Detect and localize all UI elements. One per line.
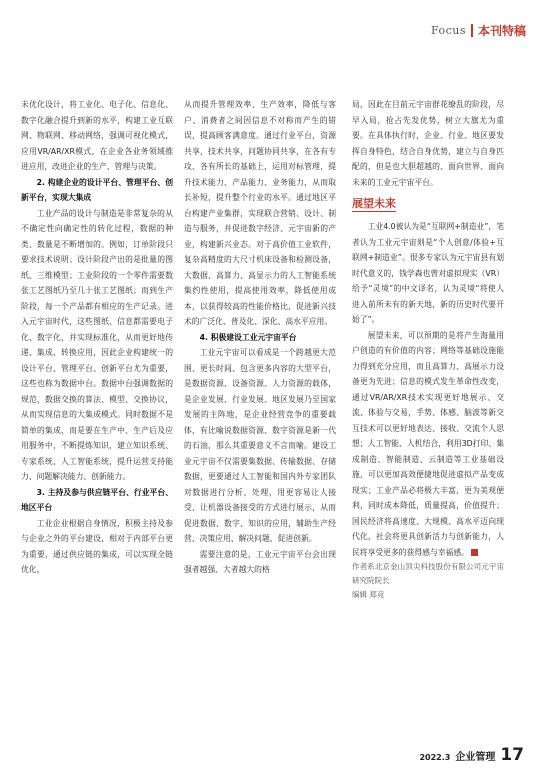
paragraph: 局，因此在目前元宇宙群花缭乱的阶段，尽早入局，抢占先发优势，树立大旗尤为重要。在具体执行时，企业、行业、地区要发挥自身特色，结合自身优势，建立与自身匹配的，但是也大胆超越的、面向世界、面向未来的工业元宇宙平台。 [352,100,504,187]
paragraph: 工业4.0被认为是“互联网+制造业”，笔者认为工业元宇宙则是“个人创意/体验+互联网+制造业”。很多专家认为元宇宙县有划时代意义的，钱学森也曾对虚拟现实（VR）给予“灵境”的中文译名，认为灵境“将使人进入前所未有的新天地，新的历史时代要开始了”。 [352,222,504,324]
page-header [431,22,526,39]
paragraph: 工业企业根据自身情况，积极主持及参与企业之外的平台建设，相对于内部平台更为重要，通过供应链的集成，可以实现全链优化， [21,518,173,574]
subheading: 3. 主持及参与供应链平台、行业平台、地区平台 [21,487,173,512]
author-credit: 作者系北京金山顶尖科技股份有限公司元宇宙研究院院长 [352,562,504,585]
magazine-name: 企业管理 [455,752,496,763]
end-of-article-square [471,549,478,556]
column-1 [21,97,173,578]
page-footer [419,745,524,765]
column-2 [184,97,336,578]
section-heading: 展望未来 [352,197,396,210]
issue-date: 2022.3 [419,753,451,762]
subheading: 2. 构建企业的设计平台、管理平台、创新平台，实现大集成 [21,177,173,202]
paragraph: 工业产品的设计与制造是非常复杂的从不确定性向确定性的转化过程，数据的种类、数量是不断增加的。例如，订单阶段只要求技术说明；设计阶段产出的是批量的图纸、三维模型；工业阶段的一个零件需要数张工艺图纸乃至几十张工艺图纸；而到生产阶段，每一个产品都有相应的生产记录。进入元宇宙时代，这些图纸、信息都需要电子化、数字化，并实现标准化，从而更好地传递、集成、转换应用，因此企业构建统一的设计平台、管理平台、创新平台尤为重要，这些也称为数据中台。数据中台强调数据的规范，数据交换的算法、模型、交换协议，从而实现信息的大集成模式。同时数据不是简单的集成，而是要在生产中、生产后及应用服务中，不断提炼知识，建立知识系统、专家系统、人工智能系统，提升运营支持能力、问题解决能力、创新能力。 [21,208,173,481]
subheading: 4. 积极建设工业元宇宙平台 [199,332,297,342]
page-number: 17 [500,745,524,765]
column-3 [352,97,504,602]
paragraph: 未优化设计，将工业化、电子化、信息化、数字化融合提升到新的水平，构建工业互联网、物联网、移动网络，强调可视化模式，应用VR/AR/XR模式，在企业各业务领域推进应用，改进企业的生产、管理与决策。 [21,100,173,171]
article-body [21,97,517,737]
paragraph: 工业元宇宙可以看成是一个跨越更大范围、更长时间、包含更多内容的大型平台，是数据资源、设备资源、人力资源的载体，是企业发展、行业发展、地区发展乃至国家发展的主阵地，是企业经营竞争的重要载体，有比喻说数据资源、数字资源是新一代的石油，那么其重要意义不言而喻。建设工业元宇宙不仅需要集数据、传输数据、存储数据，更要通过人工智能和国内外专家团队对数据进行分析、处理，用更容易让人接受、让机器设备接受的方式进行展示，从而促进数据、数字、知识的应用，辅助生产经营、决策应用、解决问题，促进创新。 [184,348,336,543]
header-divider [471,24,473,37]
focus-label: Focus [430,24,466,37]
section-tag: 本刊特稿 [477,24,526,38]
paragraph: 从而提升管理效率、生产效率，降低与客户、消费者之间因信息不对称而产生的错误，提高顾客满意度。通过行业平台，资源共享，技术共享，问题协同共享，在各有专攻、各有所长的基础上，运用对标管理，提升技术能力、产品能力、业务能力，从而取长补短，提升整个行业的水平。通过地区平台构建产业集群，实现联合营销、设计、制造与服务，并促进数字经济、元宇宙新的产业，构建新兴业态。对于高价值工业软件，复杂高精度的大尺寸机床设备和检测设备，大数据、高算力、高显示力的人工智能系统集约性使用，提高使用效率，降低使用成本，以获得较高的性能价格比，促进新兴技术的广泛化、普及化、深化、高水平应用。 [184,100,336,326]
paragraph [352,328,504,561]
editor-credit: 编辑 郑竞 [352,590,385,599]
paragraph-text: 展望未来，可以预期的是将产生海量用户创造的有价值的内容；网络等基础设施能力得到充分应用，而且高算力、高展示力设备更为先进；信息的模式发生革命性改变，通过VR/AR/XR技术实现更好地展示、交流、体验与交易，手势、体感、脑波等新交互技术可以更好地表达、接收、交流个人思想；人工智能、人机结合，利用3D打印、集成制造、智能制造、云制造等工业基础设施，可以更加高效便捷地促进虚拟产品变成现实；工业产品必将极大丰富，更为美观便利，同时成本降低，质量提高，价值提升；国民经济将高速度、大规模、高水平迈向现代化，社会将更具创新活力与创新能力，人民将享受更多的获得感与幸福感。 [352,330,504,557]
paragraph: 需要注意的是，工业元宇宙平台会出现强者越强、大者越大的格 [184,549,336,574]
